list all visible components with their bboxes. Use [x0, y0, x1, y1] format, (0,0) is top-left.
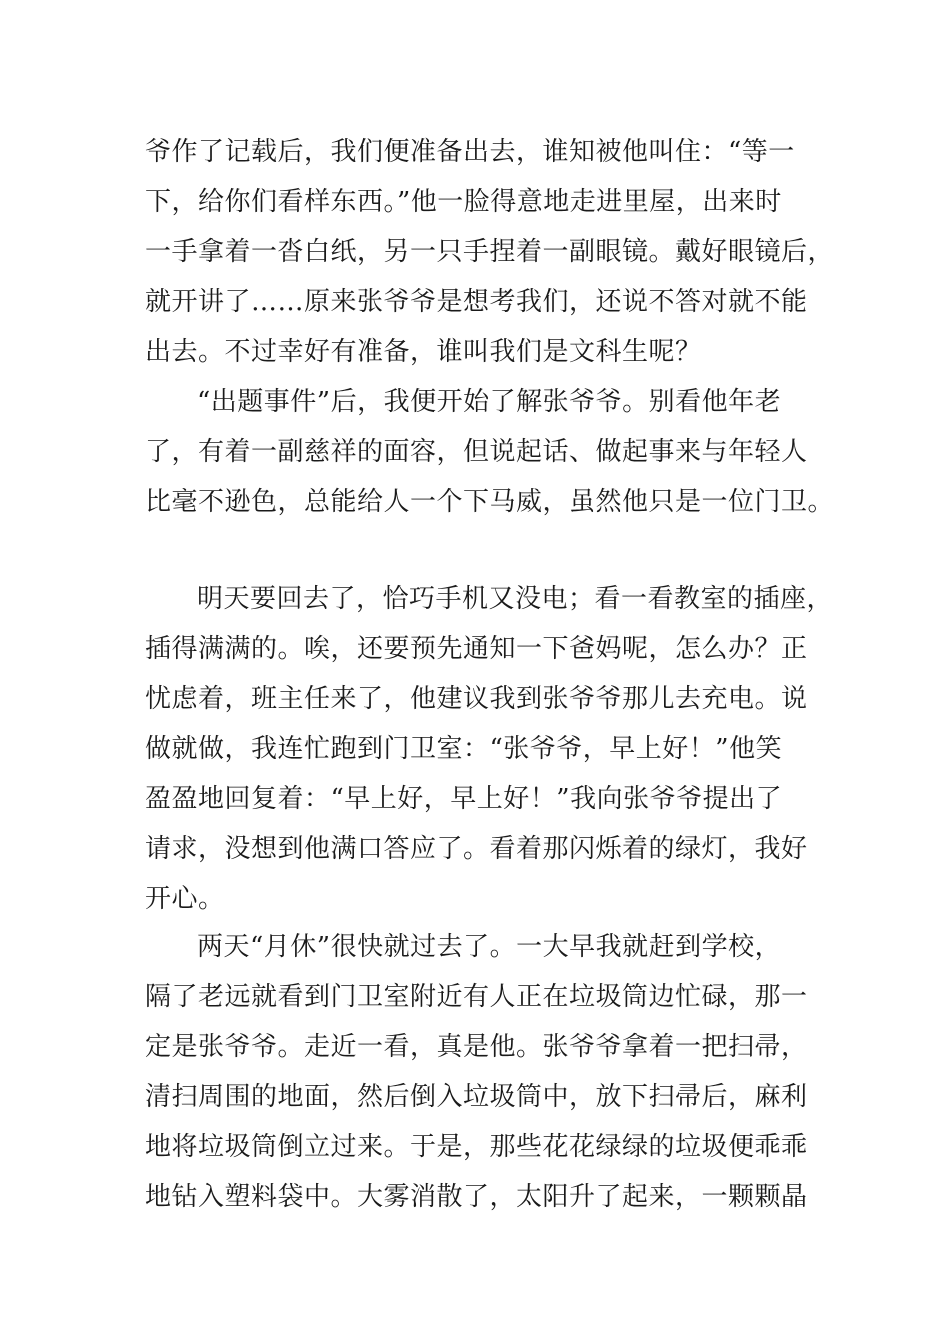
paragraph-2 [145, 377, 835, 527]
paragraph-1 [145, 127, 835, 377]
paragraph-line: “出题事件”后，我便开始了解张爷爷。别看他年老 [197, 387, 782, 417]
paragraph-line: 做就做，我连忙跑到门卫室：“张爷爷，早上好！”他笑 [145, 734, 783, 764]
paragraph-line: 地钻入塑料袋中。大雾消散了，太阳升了起来，一颗颗晶 [145, 1182, 808, 1212]
paragraph-line: 隔了老远就看到门卫室附近有人正在垃圾筒边忙碌，那一 [145, 982, 808, 1012]
paragraph-line: 请求，没想到他满口答应了。看着那闪烁着的绿灯，我好 [145, 834, 808, 864]
paragraph-line: 两天“月休”很快就过去了。一大早我就赶到学校， [197, 932, 782, 962]
paragraph-line: 插得满满的。唉，还要预先通知一下爸妈呢，怎么办？正 [145, 634, 808, 664]
paragraph-line: 盈盈地回复着：“早上好，早上好！”我向张爷爷提出了 [145, 784, 783, 814]
paragraph-3 [145, 574, 834, 924]
paragraph-line: 了，有着一副慈祥的面容，但说起话、做起事来与年轻人 [145, 437, 808, 467]
paragraph-line: 下，给你们看样东西。”他一脸得意地走进里屋，出来时 [145, 187, 782, 217]
paragraph-line: 忧虑着，班主任来了，他建议我到张爷爷那儿去充电。说 [145, 684, 808, 714]
paragraph-line: 清扫周围的地面，然后倒入垃圾筒中，放下扫帚后，麻利 [145, 1082, 808, 1112]
paragraph-line: 爷作了记载后，我们便准备出去，谁知被他叫住：“等一 [145, 137, 795, 167]
paragraph-line: 就开讲了……原来张爷爷是想考我们，还说不答对就不能 [145, 287, 808, 317]
paragraph-line: 明天要回去了，恰巧手机又没电；看一看教室的插座， [197, 584, 834, 614]
paragraph-line: 开心。 [145, 884, 225, 914]
paragraph-line: 一手拿着一沓白纸，另一只手捏着一副眼镜。戴好眼镜后， [145, 237, 835, 267]
paragraph-line: 比毫不逊色，总能给人一个下马威，虽然他只是一位门卫。 [145, 487, 835, 517]
paragraph-line: 出去。不过幸好有准备，谁叫我们是文科生呢？ [145, 337, 702, 367]
paragraph-4 [145, 922, 808, 1222]
paragraph-line: 定是张爷爷。走近一看，真是他。张爷爷拿着一把扫帚， [145, 1032, 808, 1062]
paragraph-line: 地将垃圾筒倒立过来。于是，那些花花绿绿的垃圾便乖乖 [145, 1132, 808, 1162]
